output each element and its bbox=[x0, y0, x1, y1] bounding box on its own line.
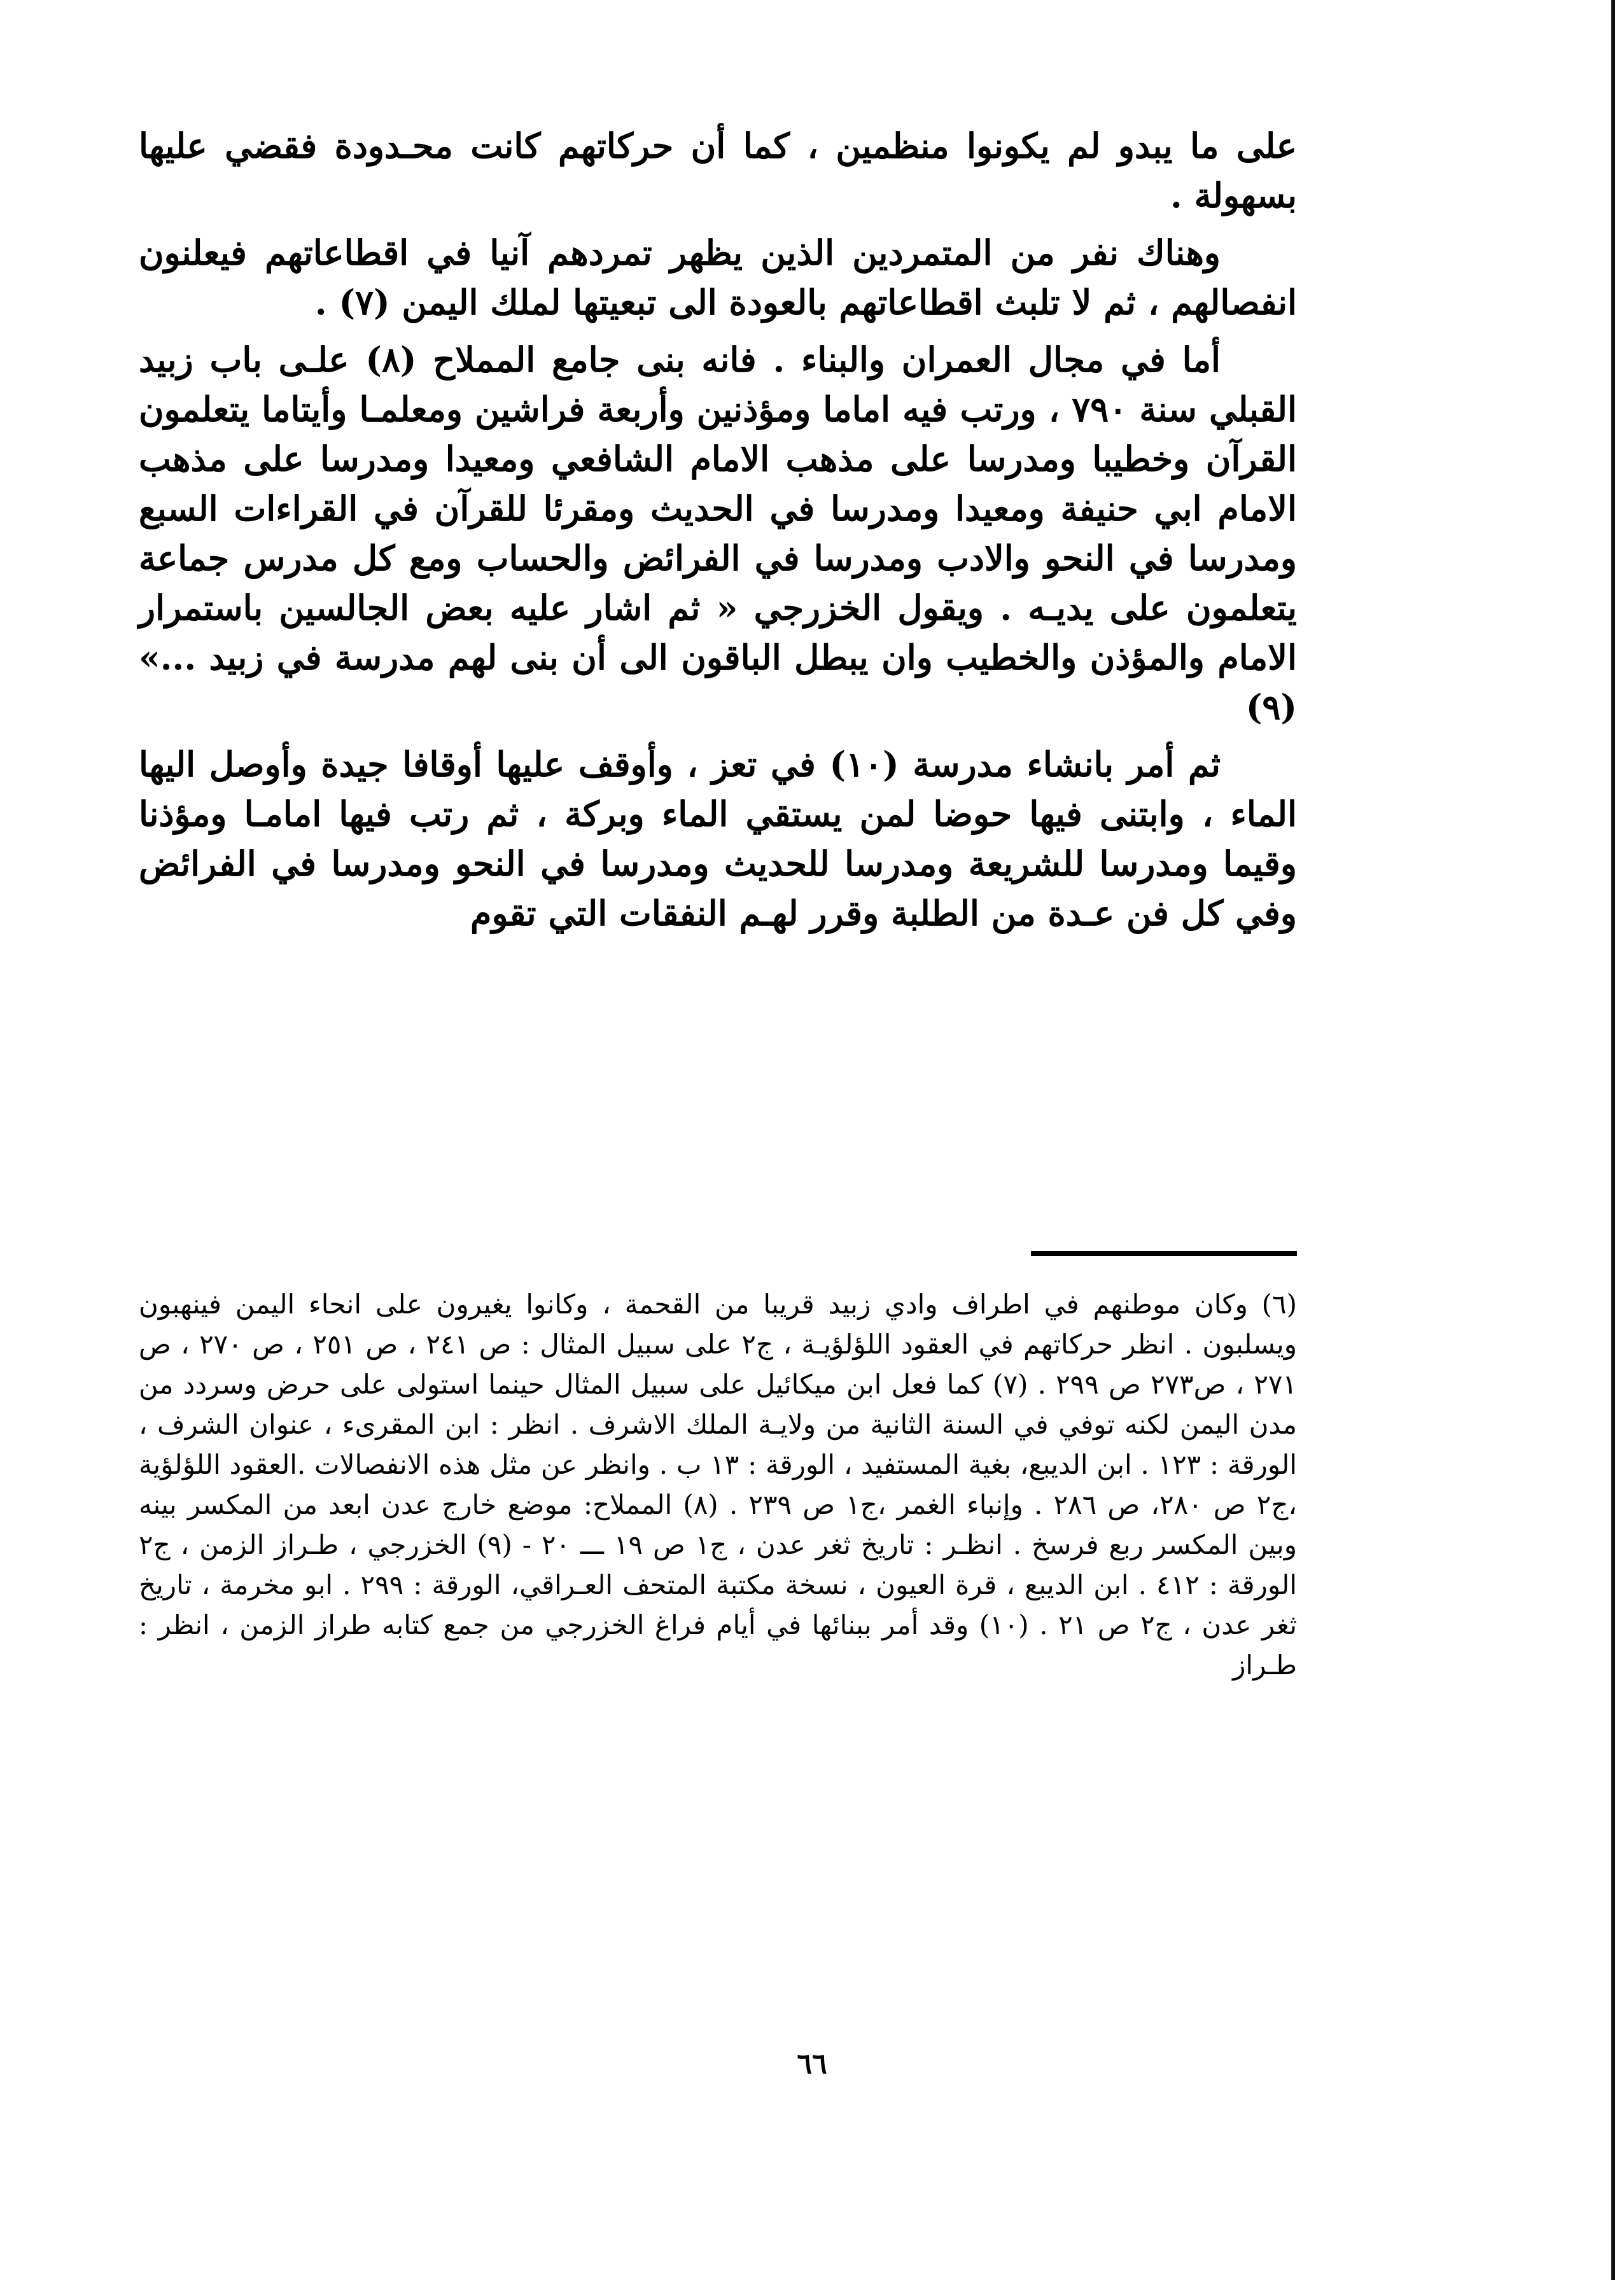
paragraph-2: وهناك نفر من المتمردين الذين يظهر تمردهم آنيا في اقطاعاتهم فيعلنون انفصالهم ، ثم لا تلبث اقطاعاتهم بالعودة الى تبعيتها لملك اليمن (٧) . bbox=[139, 232, 1297, 323]
footnote-divider bbox=[1031, 1251, 1297, 1256]
paragraph-3: أما في مجال العمران والبناء . فانه بنى جامع المملاح (٨) علـى باب زبيد القبلي سنة ٧٩٠ ، ورتب فيه اماما ومؤذنين وأربعة فراشين ومعلمـا وأيتاما يتعلمون القرآن وخطيبا ومدرسا على مذهب الامام الشافعي ومعيدا ومدرسا على مذهب الامام ابي حنيفة ومعيدا ومدرسا في الحديث ومقرئا للقرآن في القراءات السبع ومدرسا في النحو والادب ومدرسا في الفرائض والحساب ومع كل مدرس جماعة يتعلمون على يديـه . ويقول الخزرجي « ثم اشار عليه بعض الجالسين باستمرار الامام والمؤذن والخطيب وان يبطل الباقون الى أن بنى لهم مدرسة في زبيد ...» (٩) bbox=[139, 339, 1297, 727]
paragraph-1: على ما يبدو لم يكونوا منظمين ، كما أن حركاتهم كانت محـدودة فقضي عليها بسهولة . bbox=[139, 125, 1297, 216]
page-number: ٦٦ bbox=[797, 2048, 827, 2080]
footnote-text: (٦) وكان موطنهم في اطراف وادي زبيد قريبا من القحمة ، وكانوا يغيرون على انحاء اليمن فينهبون ويسلبون . انظر حركاتهم في العقود اللؤلؤيـة ، ج٢ على سبيل المثال : ص ٢٤١ ، ص ٢٥١ ، ص ٢٧٠ ، ص ٢٧١ ، ص٢٧٣ ص ٢٩٩ . (٧) كما فعل ابن ميكائيل على سبيل المثال حينما استولى على حرض وسردد من مدن اليمن لكنه توفي في السنة الثانية من ولايـة الملك الاشرف . انظر : ابن المقرىء ، عنوان الشرف ، الورقة : ١٢٣ . ابن الديبع، بغية المستفيد ، الورقة : ١٣ ب . وانظر عن مثل هذه الانفصالات .العقود اللؤلؤية ،ج٢ ص ٢٨٠، ص ٢٨٦ . وإنباء الغمر ،ج١ ص ٢٣٩ . (٨) المملاح: موضع خارج عدن ابعد من المكسر بينه وبين المكسر ربع فرسخ . انظـر : تاريخ ثغر عدن ، ج١ ص ١٩ ـــ ٢٠ - (٩) الخزرجي ، طـراز الزمن ، ج٢ الورقة : ٤١٢ . ابن الديبع ، قرة العيون ، نسخة مكتبة المتحف العـراقي، الورقة : ٢٩٩ . ابو مخرمة ، تاريخ ثغر عدن ، ج٢ ص ٢١ . (١٠) وقد أمر ببنائها في أيام فراغ الخزرجي من جمع كتابه طراز الزمن ، انظر : طـراز bbox=[139, 1289, 1298, 1681]
paragraph-4: ثم أمر بانشاء مدرسة (١٠) في تعز ، وأوقف عليها أوقافا جيدة وأوصل اليها الماء ، وابتنى فيها حوضا لمن يستقي الماء وبركة ، ثم رتب فيها امامـا ومؤذنا وقيما ومدرسا للشريعة ومدرسا للحديث ومدرسا في النحو ومدرسا في الفرائض وفي كل فن عـدة من الطلبة وقرر لهـم النفقات التي تقوم bbox=[139, 744, 1297, 934]
main-text bbox=[139, 121, 1297, 946]
page-edge bbox=[1611, 0, 1615, 2280]
footnotes bbox=[139, 1284, 1297, 1685]
